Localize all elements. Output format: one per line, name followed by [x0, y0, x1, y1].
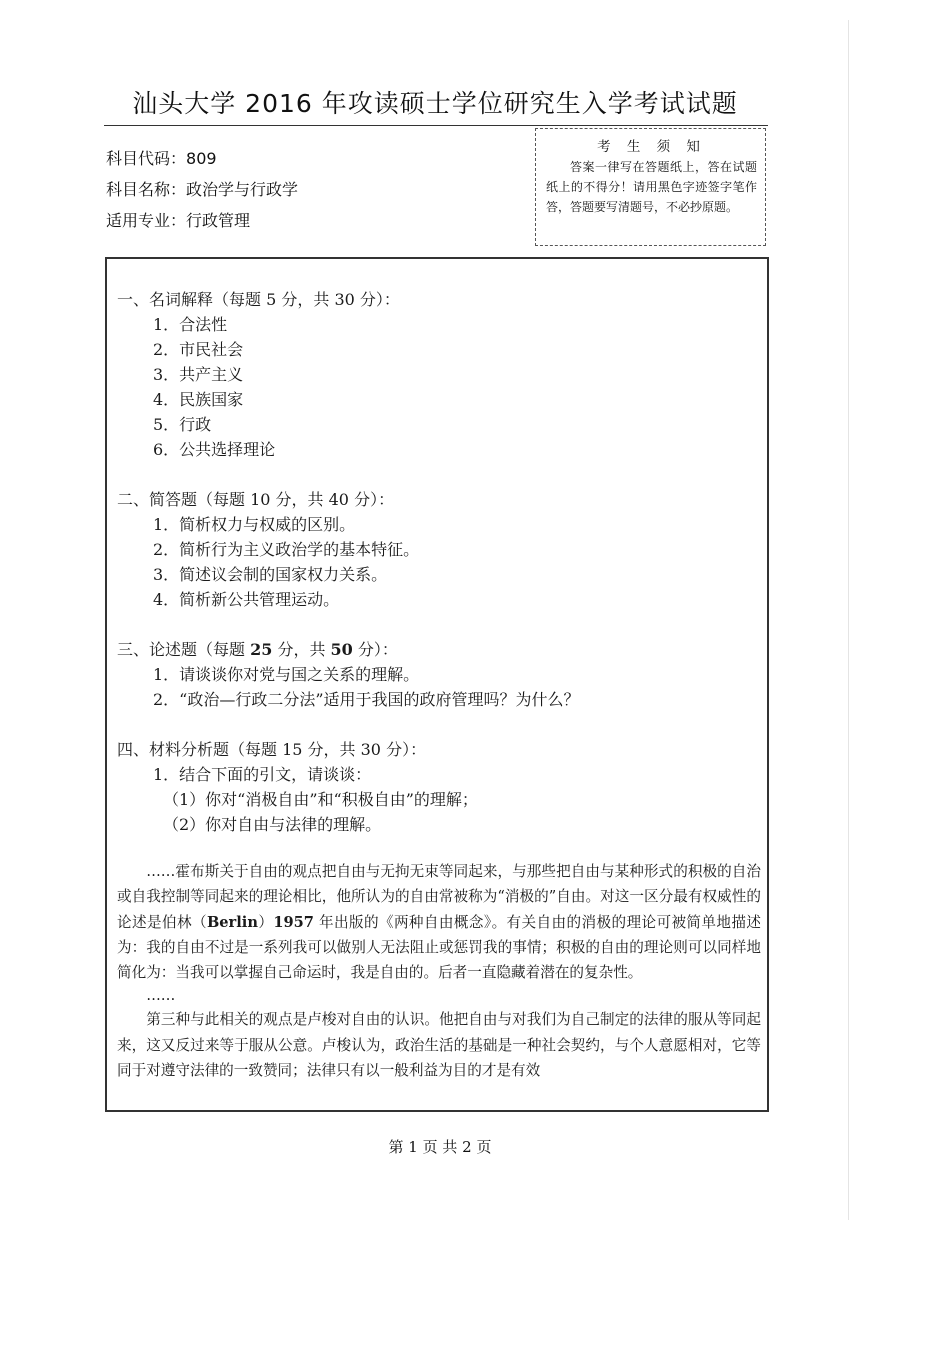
exam-meta — [106, 143, 298, 236]
heading-prefix: 三、论述题（每题 — [117, 640, 251, 659]
material-author-name: Berlin — [206, 913, 258, 931]
material-paragraph: 第三种与此相关的观点是卢梭对自由的认识。他把自由与对我们为自己制定的法律的服从等同起来，这又反过来等于服从公意。卢梭认为，政治生活的基础是一种社会契约，与个人意愿相对，它等同于对遵守法律的一致赞同；法律只有以一般利益为目的才是有效 — [117, 1011, 761, 1080]
question-item: 6．公共选择理论 — [153, 440, 276, 459]
question-subitem: （2）你对自由与法律的理解。 — [163, 815, 382, 834]
material-ellipsis: …… — [146, 987, 176, 1005]
subject-name-value: 政治学与行政学 — [186, 180, 299, 199]
section-terms — [117, 287, 757, 462]
section-heading: 一、名词解释（每题 5 分，共 30 分）： — [117, 290, 400, 309]
question-item: 1．请谈谈你对党与国之关系的理解。 — [153, 665, 420, 684]
heading-points-each: 25 — [250, 640, 273, 659]
scan-edge-line — [848, 20, 849, 1220]
question-list — [117, 287, 757, 862]
heading-mid: 分，共 — [272, 640, 331, 659]
subject-code-value: 809 — [186, 149, 217, 168]
major-row — [106, 205, 298, 236]
section-heading: 四、材料分析题（每题 15 分，共 30 分）： — [117, 740, 427, 759]
material-text: 年出版的《两种自由概念》。有关自由的消极的理论可被简单地描述为：我的自由不过是一系列我可以做别人无法阻止或惩罚我的事情；积极的自由的理论则可以同样地简化为：当我可以掌握自己命运时，我是自由的。后者一直隐藏着潜在的复杂性。 — [117, 913, 761, 982]
exam-content-box — [105, 257, 769, 1112]
question-item: 1．简析权力与权威的区别。 — [153, 515, 356, 534]
subject-code-label: 科目代码： — [106, 149, 187, 168]
notice-body: 答案一律写在答题纸上，答在试题纸上的不得分！请用黑色字迹签字笔作答，答题要写清题号，不必抄原题。 — [546, 160, 757, 214]
exam-title: 汕头大学 2016 年攻读硕士学位研究生入学考试试题 — [132, 89, 738, 118]
section-essay — [117, 637, 757, 712]
question-item: 3．简述议会制的国家权力关系。 — [153, 565, 388, 584]
candidate-notice-box — [535, 128, 766, 246]
question-item: 4．民族国家 — [153, 390, 244, 409]
question-item: 1．合法性 — [153, 315, 228, 334]
section-short-answer — [117, 487, 757, 612]
question-item: 5．行政 — [153, 415, 212, 434]
subject-code-row — [106, 143, 298, 174]
section-material-analysis — [117, 737, 757, 837]
material-text: ） — [257, 913, 274, 931]
notice-title: 考 生 须 知 — [597, 139, 706, 155]
question-subitem: （1）你对“消极自由”和“积极自由”的理解； — [163, 790, 478, 809]
subject-name-label: 科目名称： — [106, 180, 187, 199]
subject-name-row — [106, 174, 298, 205]
section-heading: 二、简答题（每题 10 分，共 40 分）： — [117, 490, 395, 509]
reading-material — [117, 859, 761, 1083]
major-label: 适用专业： — [106, 211, 187, 230]
page-number: 第 1 页 共 2 页 — [388, 1138, 492, 1156]
material-paragraph — [117, 859, 761, 985]
question-item: 4．简析新公共管理运动。 — [153, 590, 340, 609]
material-year: 1957 — [273, 913, 314, 931]
heading-suffix: 分）： — [352, 640, 398, 659]
question-item: 2．简析行为主义政治学的基本特征。 — [153, 540, 420, 559]
section-heading — [117, 637, 757, 662]
title-underline — [104, 125, 768, 126]
question-item: 2．“政治—行政二分法”适用于我国的政府管理吗？为什么？ — [153, 690, 580, 709]
major-value: 行政管理 — [186, 211, 251, 230]
heading-points-total: 50 — [330, 640, 353, 659]
question-item: 2．市民社会 — [153, 340, 244, 359]
material-text: ……霍布斯关于自由的观点把自由与无拘无束等同起来，与那些把自由与某种形式的积极的自治或自我控制等同起来的理论相比，他所认为的自由常被称为“消极的”自由。对这一区分最有权威性的论述是伯林（ — [117, 863, 761, 931]
question-item: 3．共产主义 — [153, 365, 244, 384]
question-item: 1．结合下面的引文，请谈谈： — [153, 765, 372, 784]
